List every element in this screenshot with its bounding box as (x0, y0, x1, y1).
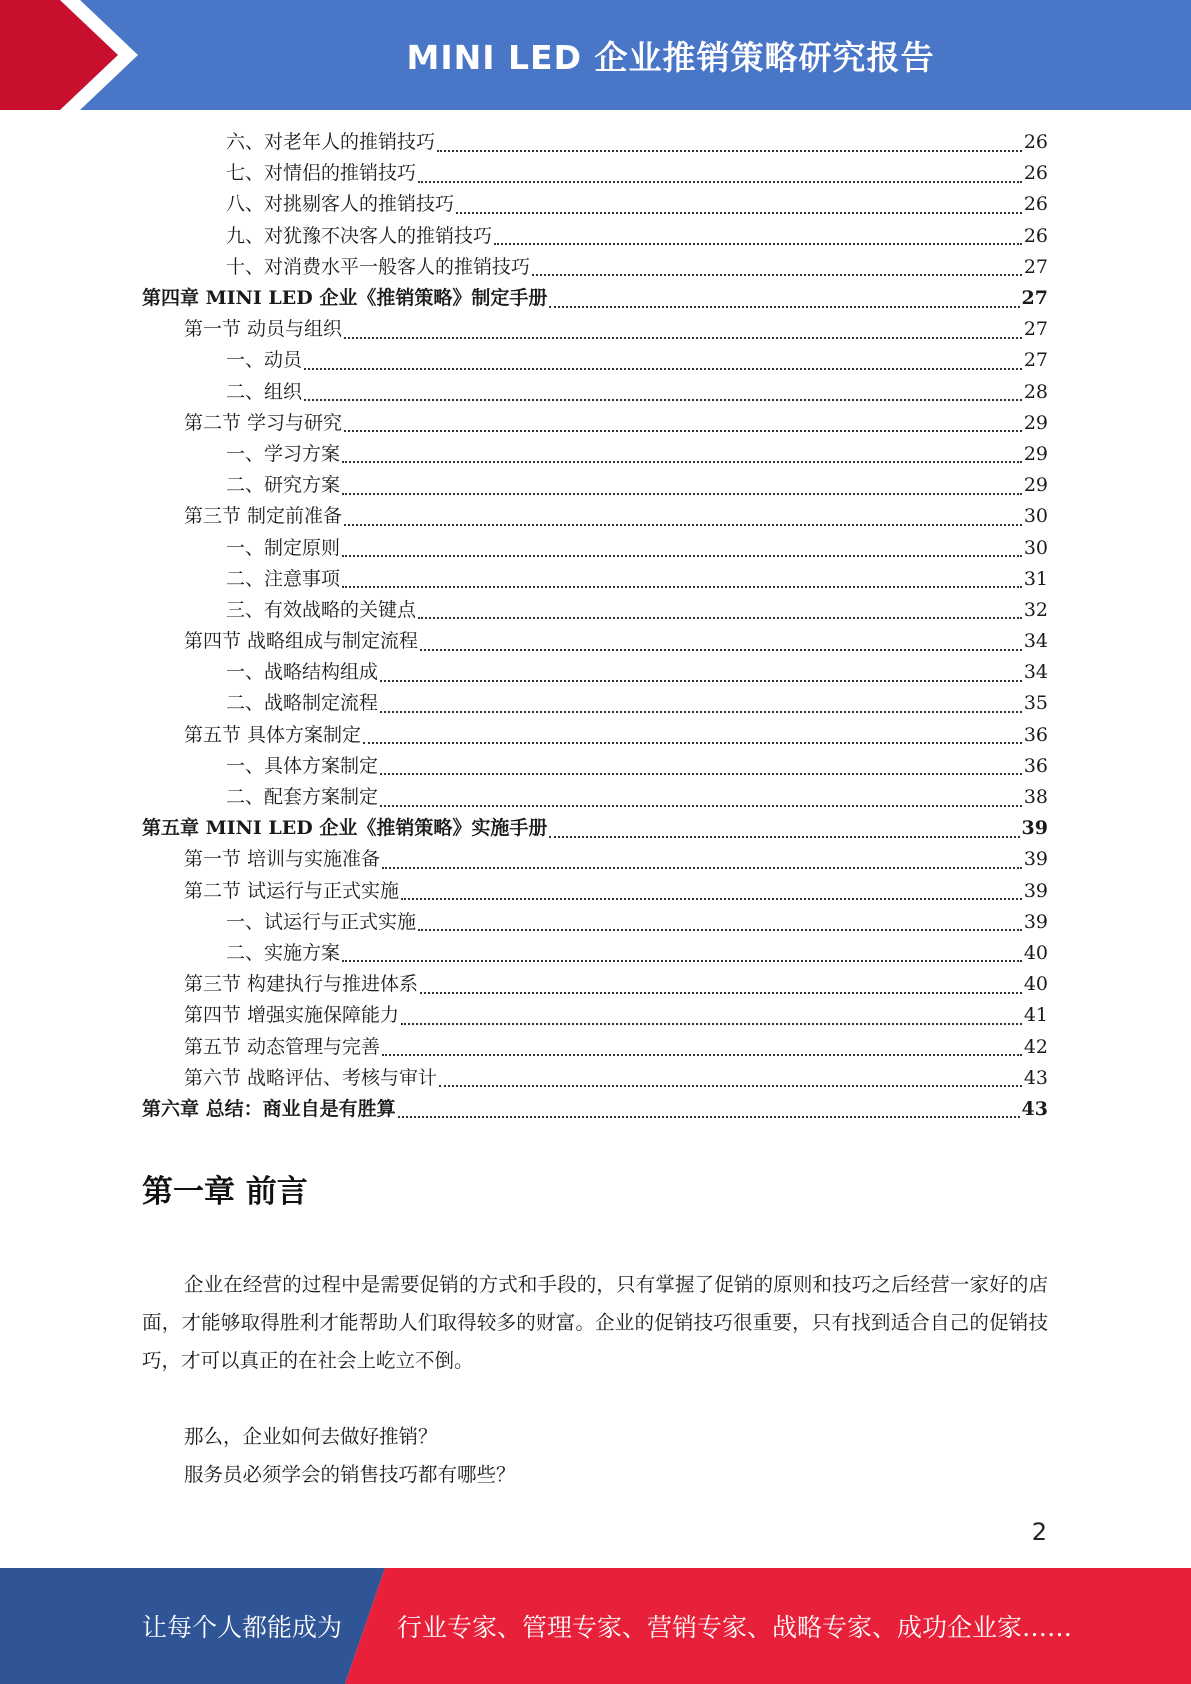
toc-page-number: 40 (1023, 941, 1048, 964)
toc-section-entry[interactable] (142, 1000, 1048, 1031)
toc-entry-title: 一、学习方案 (226, 442, 341, 465)
toc-page-number: 26 (1023, 162, 1048, 185)
toc-page-number: 41 (1023, 1004, 1048, 1027)
toc-section-entry[interactable] (142, 876, 1048, 907)
toc-dot-leader (304, 399, 1022, 401)
question-line-1: 那么，企业如何去做好推销？ (184, 1425, 438, 1448)
toc-chapter-entry[interactable] (142, 283, 1048, 314)
toc-dot-leader (342, 555, 1022, 557)
toc-subsection-entry[interactable] (142, 470, 1048, 501)
toc-dot-leader (380, 773, 1022, 775)
toc-dot-leader (342, 586, 1022, 588)
page-number: 2 (1031, 1518, 1047, 1546)
toc-dot-leader (380, 680, 1022, 682)
toc-dot-leader (344, 337, 1022, 339)
toc-entry-title: 九、对犹豫不决客人的推销技巧 (226, 224, 493, 247)
toc-entry-title: 六、对老年人的推销技巧 (226, 131, 436, 154)
toc-entry-title: 一、制定原则 (226, 536, 341, 559)
toc-subsection-entry[interactable] (142, 751, 1048, 782)
toc-subsection-entry[interactable] (142, 221, 1048, 252)
toc-dot-leader (420, 992, 1022, 994)
toc-dot-leader (494, 243, 1022, 245)
toc-page-number: 27 (1021, 287, 1048, 310)
toc-dot-leader (549, 306, 1019, 308)
toc-page-number: 36 (1023, 754, 1048, 777)
toc-page-number: 28 (1023, 380, 1048, 403)
toc-subsection-entry[interactable] (142, 907, 1048, 938)
toc-chapter-entry[interactable] (142, 1094, 1048, 1125)
toc-page-number: 43 (1021, 1097, 1048, 1120)
toc-entry-title: 二、注意事项 (226, 567, 341, 590)
toc-dot-leader (398, 1116, 1020, 1118)
toc-section-entry[interactable] (142, 844, 1048, 875)
toc-dot-leader (420, 649, 1022, 651)
toc-page-number: 30 (1023, 536, 1048, 559)
toc-entry-title: 第四节 战略组成与制定流程 (184, 630, 419, 653)
toc-subsection-entry[interactable] (142, 657, 1048, 688)
toc-section-entry[interactable] (142, 501, 1048, 532)
footer-slogan-left: 让每个人都能成为 (142, 1613, 343, 1642)
toc-subsection-entry[interactable] (142, 564, 1048, 595)
table-of-contents (142, 127, 1048, 1125)
toc-subsection-entry[interactable] (142, 595, 1048, 626)
toc-entry-title: 八、对挑剔客人的推销技巧 (226, 193, 455, 216)
toc-dot-leader (418, 929, 1022, 931)
toc-entry-title: 第六节 战略评估、考核与审计 (184, 1066, 438, 1089)
toc-page-number: 38 (1023, 786, 1048, 809)
toc-dot-leader (456, 212, 1022, 214)
toc-entry-title: 第三节 制定前准备 (184, 505, 343, 528)
page-footer (0, 1568, 1191, 1684)
toc-dot-leader (380, 805, 1022, 807)
toc-chapter-entry[interactable] (142, 813, 1048, 844)
toc-entry-title: 第一节 培训与实施准备 (184, 848, 381, 871)
toc-entry-title: 第五节 具体方案制定 (184, 723, 362, 746)
toc-page-number: 39 (1023, 879, 1048, 902)
toc-dot-leader (304, 368, 1022, 370)
toc-page-number: 30 (1023, 505, 1048, 528)
toc-entry-title: 二、实施方案 (226, 941, 341, 964)
toc-entry-title: 第三节 构建执行与推进体系 (184, 973, 419, 996)
toc-dot-leader (549, 836, 1019, 838)
toc-page-number: 36 (1023, 723, 1048, 746)
toc-entry-title: 一、战略结构组成 (226, 661, 379, 684)
toc-dot-leader (342, 493, 1022, 495)
toc-subsection-entry[interactable] (142, 688, 1048, 719)
toc-entry-title: 七、对情侣的推销技巧 (226, 162, 417, 185)
document-title: MINI LED 企业推销策略研究报告 (406, 37, 935, 77)
toc-page-number: 35 (1023, 692, 1048, 715)
toc-subsection-entry[interactable] (142, 158, 1048, 189)
toc-page-number: 26 (1023, 131, 1048, 154)
toc-entry-title: 二、研究方案 (226, 474, 341, 497)
toc-entry-title: 二、组织 (226, 380, 303, 403)
toc-subsection-entry[interactable] (142, 377, 1048, 408)
toc-dot-leader (532, 274, 1022, 276)
toc-dot-leader (382, 1054, 1022, 1056)
chapter-heading: 第一章 前言 (142, 1174, 308, 1210)
toc-entry-title: 二、战略制定流程 (226, 692, 379, 715)
toc-entry-title: 第一节 动员与组织 (184, 318, 343, 341)
toc-page-number: 26 (1023, 224, 1048, 247)
toc-entry-title: 第四节 增强实施保障能力 (184, 1004, 400, 1027)
toc-entry-title: 第二节 学习与研究 (184, 411, 343, 434)
toc-page-number: 29 (1023, 411, 1048, 434)
toc-dot-leader (437, 150, 1022, 152)
toc-page-number: 29 (1023, 442, 1048, 465)
toc-section-entry[interactable] (142, 969, 1048, 1000)
toc-page-number: 43 (1023, 1066, 1048, 1089)
toc-dot-leader (401, 1023, 1022, 1025)
toc-subsection-entry[interactable] (142, 127, 1048, 158)
toc-page-number: 32 (1023, 598, 1048, 621)
toc-subsection-entry[interactable] (142, 189, 1048, 220)
toc-entry-title: 二、配套方案制定 (226, 786, 379, 809)
toc-section-entry[interactable] (142, 408, 1048, 439)
toc-page-number: 39 (1023, 848, 1048, 871)
toc-subsection-entry[interactable] (142, 345, 1048, 376)
page-header (0, 0, 1191, 110)
toc-subsection-entry[interactable] (142, 782, 1048, 813)
toc-dot-leader (382, 867, 1022, 869)
toc-entry-title: 三、有效战略的关键点 (226, 598, 417, 621)
toc-dot-leader (380, 711, 1022, 713)
toc-entry-title: 第五章 MINI LED 企业《推销策略》实施手册 (142, 817, 548, 840)
toc-page-number: 31 (1023, 567, 1048, 590)
toc-subsection-entry[interactable] (142, 532, 1048, 563)
toc-dot-leader (342, 461, 1022, 463)
toc-entry-title: 第五节 动态管理与完善 (184, 1035, 381, 1058)
toc-dot-leader (363, 742, 1022, 744)
toc-subsection-entry[interactable] (142, 439, 1048, 470)
toc-dot-leader (401, 898, 1022, 900)
toc-subsection-entry[interactable] (142, 938, 1048, 969)
toc-dot-leader (342, 960, 1022, 962)
toc-entry-title: 第四章 MINI LED 企业《推销策略》制定手册 (142, 287, 548, 310)
toc-page-number: 34 (1023, 630, 1048, 653)
footer-slogan-right: 行业专家、管理专家、营销专家、战略专家、成功企业家…… (397, 1613, 1073, 1642)
toc-page-number: 26 (1023, 193, 1048, 216)
toc-page-number: 27 (1023, 255, 1048, 278)
question-line-2: 服务员必须学会的销售技巧都有哪些？ (184, 1463, 516, 1486)
toc-section-entry[interactable] (142, 1031, 1048, 1062)
toc-entry-title: 第六章 总结：商业自是有胜算 (142, 1097, 396, 1120)
toc-subsection-entry[interactable] (142, 252, 1048, 283)
toc-page-number: 27 (1023, 318, 1048, 341)
toc-entry-title: 十、对消费水平一般客人的推销技巧 (226, 255, 531, 278)
header-chevron-decoration (0, 0, 160, 110)
toc-page-number: 40 (1023, 973, 1048, 996)
toc-dot-leader (439, 1085, 1022, 1087)
toc-entry-title: 一、动员 (226, 349, 303, 372)
toc-page-number: 39 (1023, 910, 1048, 933)
toc-entry-title: 一、具体方案制定 (226, 754, 379, 777)
toc-dot-leader (418, 181, 1022, 183)
toc-section-entry[interactable] (142, 1063, 1048, 1094)
toc-page-number: 39 (1021, 817, 1048, 840)
toc-page-number: 34 (1023, 661, 1048, 684)
toc-section-entry[interactable] (142, 626, 1048, 657)
toc-dot-leader (418, 617, 1022, 619)
toc-page-number: 29 (1023, 474, 1048, 497)
intro-paragraph: 企业在经营的过程中是需要促销的方式和手段的，只有掌握了促销的原则和技巧之后经营一家好的店面，才能够取得胜利才能帮助人们取得较多的财富。企业的促销技巧很重要，只有找到适合自己的促销技巧，才可以真正的在社会上屹立不倒。 (142, 1273, 1048, 1372)
toc-page-number: 42 (1023, 1035, 1048, 1058)
toc-section-entry[interactable] (142, 720, 1048, 751)
toc-entry-title: 第二节 试运行与正式实施 (184, 879, 400, 902)
toc-entry-title: 一、试运行与正式实施 (226, 910, 417, 933)
toc-page-number: 27 (1023, 349, 1048, 372)
toc-section-entry[interactable] (142, 314, 1048, 345)
toc-dot-leader (344, 524, 1022, 526)
toc-dot-leader (344, 430, 1022, 432)
